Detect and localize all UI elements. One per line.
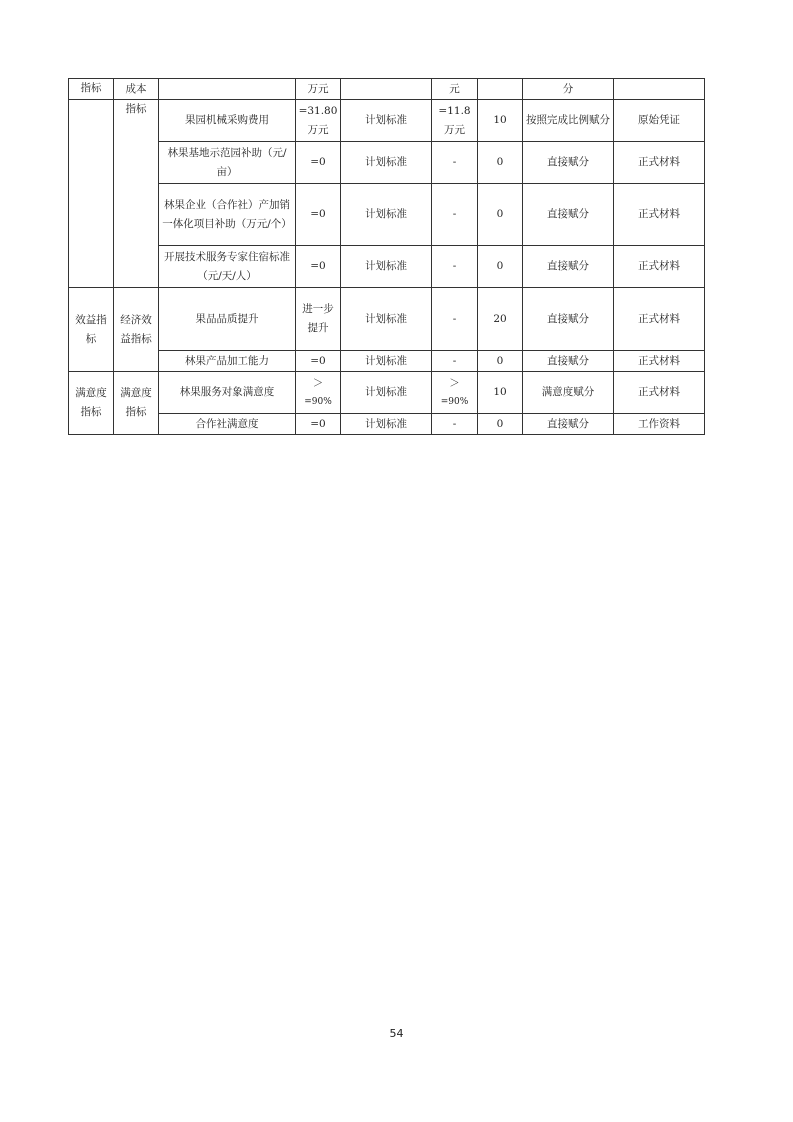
table-row (69, 79, 705, 100)
target-symbol: ＞ (449, 376, 460, 389)
source-cell: 正式材料 (614, 372, 705, 414)
level2-cell: 指标 (114, 100, 159, 288)
target-cell: - (432, 414, 478, 435)
source-cell: 原始凭证 (614, 100, 705, 142)
score-cell: 20 (478, 288, 523, 351)
table-row (69, 142, 705, 184)
standard-cell: 计划标准 (341, 184, 432, 246)
level1-cell: 满意度指标 (69, 372, 114, 435)
method-cell: 直接赋分 (523, 184, 614, 246)
level1-cell (69, 100, 114, 288)
score-cell: 0 (478, 351, 523, 372)
table-row (69, 246, 705, 288)
table-row (69, 351, 705, 372)
value-cell: 进一步提升 (296, 288, 341, 351)
method-cell: 满意度赋分 (523, 372, 614, 414)
level1-cell: 效益指标 (69, 288, 114, 372)
score-cell: 10 (478, 372, 523, 414)
target-number: =90% (440, 396, 469, 407)
method-cell: 直接赋分 (523, 288, 614, 351)
method-cell: 直接赋分 (523, 414, 614, 435)
value-cell: =31.80万元 (296, 100, 341, 142)
source-cell: 正式材料 (614, 184, 705, 246)
score-cell: 10 (478, 100, 523, 142)
page-number: 54 (389, 1027, 404, 1040)
target-cell: =11.8万元 (432, 100, 478, 142)
indicator-name: 果品品质提升 (159, 288, 296, 351)
standard-cell: 计划标准 (341, 372, 432, 414)
method-cell: 按照完成比例赋分 (523, 100, 614, 142)
score-cell: 0 (478, 246, 523, 288)
standard-cell: 计划标准 (341, 351, 432, 372)
source-cell: 正式材料 (614, 246, 705, 288)
level2-cell: 满意度指标 (114, 372, 159, 435)
target-cell (432, 372, 478, 414)
score-cell (478, 79, 523, 100)
score-cell: 0 (478, 142, 523, 184)
value-cell: 万元 (296, 79, 341, 100)
source-cell (614, 79, 705, 100)
target-cell: - (432, 288, 478, 351)
table-row (69, 372, 705, 414)
source-cell: 正式材料 (614, 142, 705, 184)
performance-indicator-table (68, 78, 705, 435)
score-cell: 0 (478, 414, 523, 435)
source-cell: 正式材料 (614, 288, 705, 351)
standard-cell: 计划标准 (341, 100, 432, 142)
indicator-name: 林果服务对象满意度 (159, 372, 296, 414)
standard-cell: 计划标准 (341, 414, 432, 435)
indicator-name: 开展技术服务专家住宿标准（元/天/人） (159, 246, 296, 288)
table-row (69, 100, 705, 142)
target-cell: - (432, 246, 478, 288)
indicator-cell (159, 79, 296, 100)
value-symbol: ＞ (312, 376, 324, 389)
score-cell: 0 (478, 184, 523, 246)
target-cell: - (432, 351, 478, 372)
target-cell: - (432, 184, 478, 246)
level2-cell: 成本 (114, 79, 159, 100)
table-row (69, 288, 705, 351)
indicator-name: 林果企业（合作社）产加销一体化项目补助（万元/个） (159, 184, 296, 246)
value-number: =90% (304, 396, 332, 407)
value-cell: =0 (296, 246, 341, 288)
target-cell: 元 (432, 79, 478, 100)
value-cell: =0 (296, 142, 341, 184)
standard-cell: 计划标准 (341, 288, 432, 351)
value-cell: =0 (296, 351, 341, 372)
standard-cell (341, 79, 432, 100)
indicator-name: 林果产品加工能力 (159, 351, 296, 372)
value-cell: =0 (296, 414, 341, 435)
source-cell: 工作资料 (614, 414, 705, 435)
indicator-name: 果园机械采购费用 (159, 100, 296, 142)
source-cell: 正式材料 (614, 351, 705, 372)
method-cell: 分 (523, 79, 614, 100)
indicator-name: 林果基地示范园补助（元/亩） (159, 142, 296, 184)
method-cell: 直接赋分 (523, 246, 614, 288)
table-row (69, 184, 705, 246)
indicator-name: 合作社满意度 (159, 414, 296, 435)
level1-cell: 指标 (69, 79, 114, 100)
value-cell: =0 (296, 184, 341, 246)
method-cell: 直接赋分 (523, 142, 614, 184)
table-row (69, 414, 705, 435)
level2-cell: 经济效益指标 (114, 288, 159, 372)
standard-cell: 计划标准 (341, 246, 432, 288)
standard-cell: 计划标准 (341, 142, 432, 184)
value-cell (296, 372, 341, 414)
target-cell: - (432, 142, 478, 184)
method-cell: 直接赋分 (523, 351, 614, 372)
